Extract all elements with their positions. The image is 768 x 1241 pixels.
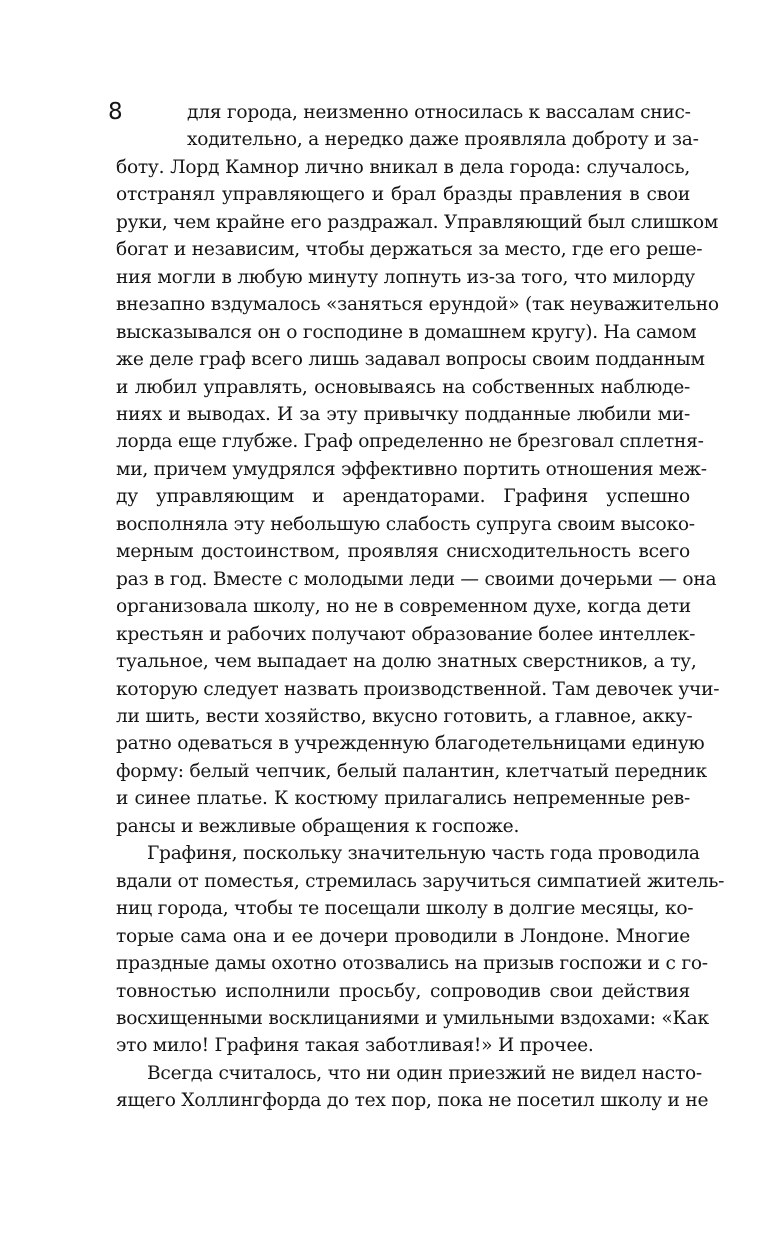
text-line: товностью исполнили просьбу, сопроводив свои действия: [116, 980, 690, 1002]
text-line: же деле граф всего лишь задавал вопросы своим подданным: [116, 349, 705, 371]
paragraph-3: [116, 1060, 709, 1115]
text-line: ли шить, вести хозяйство, вкусно готовить, а главное, акку-: [116, 705, 693, 727]
text-line: Графиня, поскольку значительную часть года проводила: [147, 843, 700, 865]
text-line: торые сама она и ее дочери проводили в Лондоне. Многие: [116, 925, 690, 947]
text-line: Всегда считалось, что ни один приезжий не видел насто-: [147, 1062, 702, 1084]
text-line: ратно одеваться в учрежденную благодетельницами единую: [116, 733, 705, 755]
text-line: ящего Холлингфорда до тех пор, пока не посетил школу и не: [116, 1090, 709, 1112]
text-line: рансы и вежливые обращения к госпоже.: [116, 815, 520, 837]
text-line: богат и независим, чтобы держаться за место, где его реше-: [116, 239, 703, 261]
text-line: восхищенными восклицаниями и умильными вздохами: «Как: [116, 1007, 709, 1029]
paragraph-1: [116, 99, 720, 840]
text-line: для города, неизменно относилась к вассалам снис-: [187, 102, 691, 123]
page-number: 8: [108, 99, 123, 125]
text-line: и синее платье. К костюму прилагались непременные рев-: [116, 788, 690, 810]
text-line: вдали от поместья, стремилась заручиться симпатией житель-: [116, 870, 725, 892]
text-line: боту. Лорд Камнор лично вникал в дела города: случалось,: [116, 156, 690, 178]
text-line: руки, чем крайне его раздражал. Управляющий был слишком: [116, 211, 719, 233]
text-line: и любил управлять, основываясь на собственных наблюде-: [116, 376, 690, 398]
text-line: туальное, чем выпадает на долю знатных сверстников, а ту,: [116, 651, 697, 673]
text-line: ми, причем умудрялся эффективно портить отношения меж-: [116, 458, 707, 480]
text-line: ходительно, а нередко даже проявляла доброту и за-: [187, 129, 699, 151]
text-line: праздные дамы охотно отозвались на призыв госпожи и с го-: [116, 953, 708, 975]
text-line: ниях и выводах. И за эту привычку подданные любили ми-: [116, 403, 690, 425]
text-line: форму: белый чепчик, белый палантин, клетчатый передник: [116, 760, 707, 782]
text-line: высказывался он о господине в домашнем кругу). На самом: [116, 321, 697, 343]
text-line: крестьян и рабочих получают образование более интеллек-: [116, 623, 696, 645]
text-line: ния могли в любую минуту лопнуть из-за того, что милорду: [116, 266, 695, 288]
text-line: отстранял управляющего и брал бразды правления в свои: [116, 184, 690, 206]
body-text: [116, 99, 725, 1115]
text-line: восполняла эту небольшую слабость супруга своим высоко-: [116, 513, 695, 535]
text-line: лорда еще глубже. Граф определенно не брезговал сплетня-: [116, 431, 704, 453]
text-line: раз в год. Вместе с молодыми леди — своими дочерьми — она: [116, 568, 717, 590]
text-line: это мило! Графиня такая заботливая!» И прочее.: [116, 1035, 594, 1057]
text-line: ду управляющим и арендаторами. Графиня успешно: [116, 486, 690, 508]
text-line: которую следует назвать производственной. Там девочек учи-: [116, 678, 720, 700]
text-line: ниц города, чтобы те посещали школу в долгие месяцы, ко-: [116, 898, 694, 920]
paragraph-2: [116, 840, 725, 1060]
text-line: организовала школу, но не в современном духе, когда дети: [116, 596, 691, 618]
text-line: мерным достоинством, проявляя снисходительность всего: [116, 541, 690, 563]
text-line: внезапно вздумалось «заняться ерундой» (так неуважительно: [116, 294, 719, 316]
